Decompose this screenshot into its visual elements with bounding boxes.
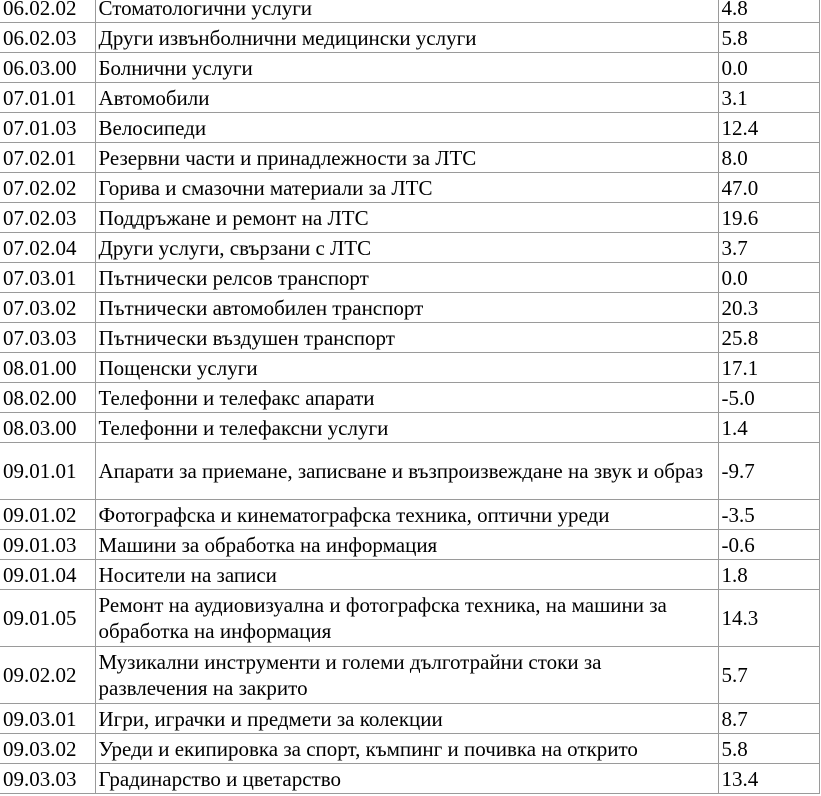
row-name-cell: Резервни части и принадлежности за ЛТС: [95, 143, 718, 173]
table-row: [0, 0, 819, 23]
table-row: [0, 353, 819, 383]
row-code-cell: 09.03.01: [0, 704, 95, 734]
row-name-cell: Градинарство и цветарство: [95, 764, 718, 794]
row-name-cell: Ремонт на аудиовизуална и фотографска техника, на машини за обработка на информация: [95, 590, 718, 647]
table-row: [0, 530, 819, 560]
row-name-cell: Музикални инструменти и големи дълготрайни стоки за развлечения на закрито: [95, 647, 718, 704]
row-code-cell: 06.02.02: [0, 0, 95, 23]
row-value-cell: 14.3: [718, 590, 819, 647]
table-row: [0, 734, 819, 764]
row-value-cell: 19.6: [718, 203, 819, 233]
row-code-cell: 09.03.02: [0, 734, 95, 764]
table-row: [0, 83, 819, 113]
table-row: [0, 203, 819, 233]
row-name-cell: Пътнически въздушен транспорт: [95, 323, 718, 353]
row-name-cell: Телефонни и телефаксни услуги: [95, 413, 718, 443]
row-code-cell: 08.01.00: [0, 353, 95, 383]
row-name-cell: Апарати за приемане, записване и възпроизвеждане на звук и образ: [95, 443, 718, 500]
row-name-cell: Велосипеди: [95, 113, 718, 143]
row-value-cell: 0.0: [718, 53, 819, 83]
table-row: [0, 293, 819, 323]
row-value-cell: 3.1: [718, 83, 819, 113]
row-name-cell: Автомобили: [95, 83, 718, 113]
row-code-cell: 07.02.04: [0, 233, 95, 263]
row-value-cell: 0.0: [718, 263, 819, 293]
row-name-cell: Уреди и екипировка за спорт, къмпинг и почивка на открито: [95, 734, 718, 764]
row-code-cell: 07.03.02: [0, 293, 95, 323]
row-code-cell: 07.02.02: [0, 173, 95, 203]
row-value-cell: 12.4: [718, 113, 819, 143]
table-row: [0, 500, 819, 530]
row-code-cell: 07.03.03: [0, 323, 95, 353]
row-name-cell: Машини за обработка на информация: [95, 530, 718, 560]
row-code-cell: 09.01.01: [0, 443, 95, 500]
table-row: [0, 704, 819, 734]
row-value-cell: 8.7: [718, 704, 819, 734]
row-code-cell: 07.01.03: [0, 113, 95, 143]
row-name-cell: Поддръжане и ремонт на ЛТС: [95, 203, 718, 233]
table-row: [0, 23, 819, 53]
row-name-cell: Други извънболнични медицински услуги: [95, 23, 718, 53]
row-value-cell: 5.7: [718, 647, 819, 704]
table-row: [0, 233, 819, 263]
row-code-cell: 07.02.01: [0, 143, 95, 173]
row-name-cell: Болнични услуги: [95, 53, 718, 83]
row-code-cell: 08.02.00: [0, 383, 95, 413]
row-name-cell: Игри, играчки и предмети за колекции: [95, 704, 718, 734]
row-code-cell: 09.01.03: [0, 530, 95, 560]
row-value-cell: -9.7: [718, 443, 819, 500]
table-row: [0, 764, 819, 794]
row-code-cell: 08.03.00: [0, 413, 95, 443]
table-row: [0, 383, 819, 413]
row-value-cell: 5.8: [718, 734, 819, 764]
row-name-cell: Горива и смазочни материали за ЛТС: [95, 173, 718, 203]
row-value-cell: 25.8: [718, 323, 819, 353]
table-row: [0, 323, 819, 353]
row-name-cell: Пътнически автомобилен транспорт: [95, 293, 718, 323]
row-code-cell: 06.02.03: [0, 23, 95, 53]
row-value-cell: 1.8: [718, 560, 819, 590]
row-name-cell: Пътнически релсов транспорт: [95, 263, 718, 293]
row-value-cell: 8.0: [718, 143, 819, 173]
row-name-cell: Стоматологични услуги: [95, 0, 718, 23]
row-name-cell: Други услуги, свързани с ЛТС: [95, 233, 718, 263]
row-value-cell: 3.7: [718, 233, 819, 263]
table-row: [0, 560, 819, 590]
row-code-cell: 09.01.05: [0, 590, 95, 647]
table-row: [0, 647, 819, 704]
row-value-cell: -3.5: [718, 500, 819, 530]
row-name-cell: Носители на записи: [95, 560, 718, 590]
row-value-cell: 17.1: [718, 353, 819, 383]
row-value-cell: 13.4: [718, 764, 819, 794]
row-value-cell: 1.4: [718, 413, 819, 443]
table-row: [0, 173, 819, 203]
row-value-cell: 5.8: [718, 23, 819, 53]
row-name-cell: Фотографска и кинематографска техника, оптични уреди: [95, 500, 718, 530]
table-row: [0, 590, 819, 647]
row-code-cell: 09.02.02: [0, 647, 95, 704]
row-value-cell: 20.3: [718, 293, 819, 323]
table-row: [0, 143, 819, 173]
row-code-cell: 09.01.02: [0, 500, 95, 530]
row-value-cell: 47.0: [718, 173, 819, 203]
row-code-cell: 07.01.01: [0, 83, 95, 113]
row-name-cell: Пощенски услуги: [95, 353, 718, 383]
table-row: [0, 263, 819, 293]
row-value-cell: 4.8: [718, 0, 819, 23]
row-name-cell: Телефонни и телефакс апарати: [95, 383, 718, 413]
table-row: [0, 443, 819, 500]
row-value-cell: -5.0: [718, 383, 819, 413]
row-code-cell: 07.03.01: [0, 263, 95, 293]
table-row: [0, 413, 819, 443]
row-value-cell: -0.6: [718, 530, 819, 560]
table-row: [0, 53, 819, 83]
row-code-cell: 09.01.04: [0, 560, 95, 590]
table-row: [0, 113, 819, 143]
row-code-cell: 09.03.03: [0, 764, 95, 794]
row-code-cell: 06.03.00: [0, 53, 95, 83]
row-code-cell: 07.02.03: [0, 203, 95, 233]
